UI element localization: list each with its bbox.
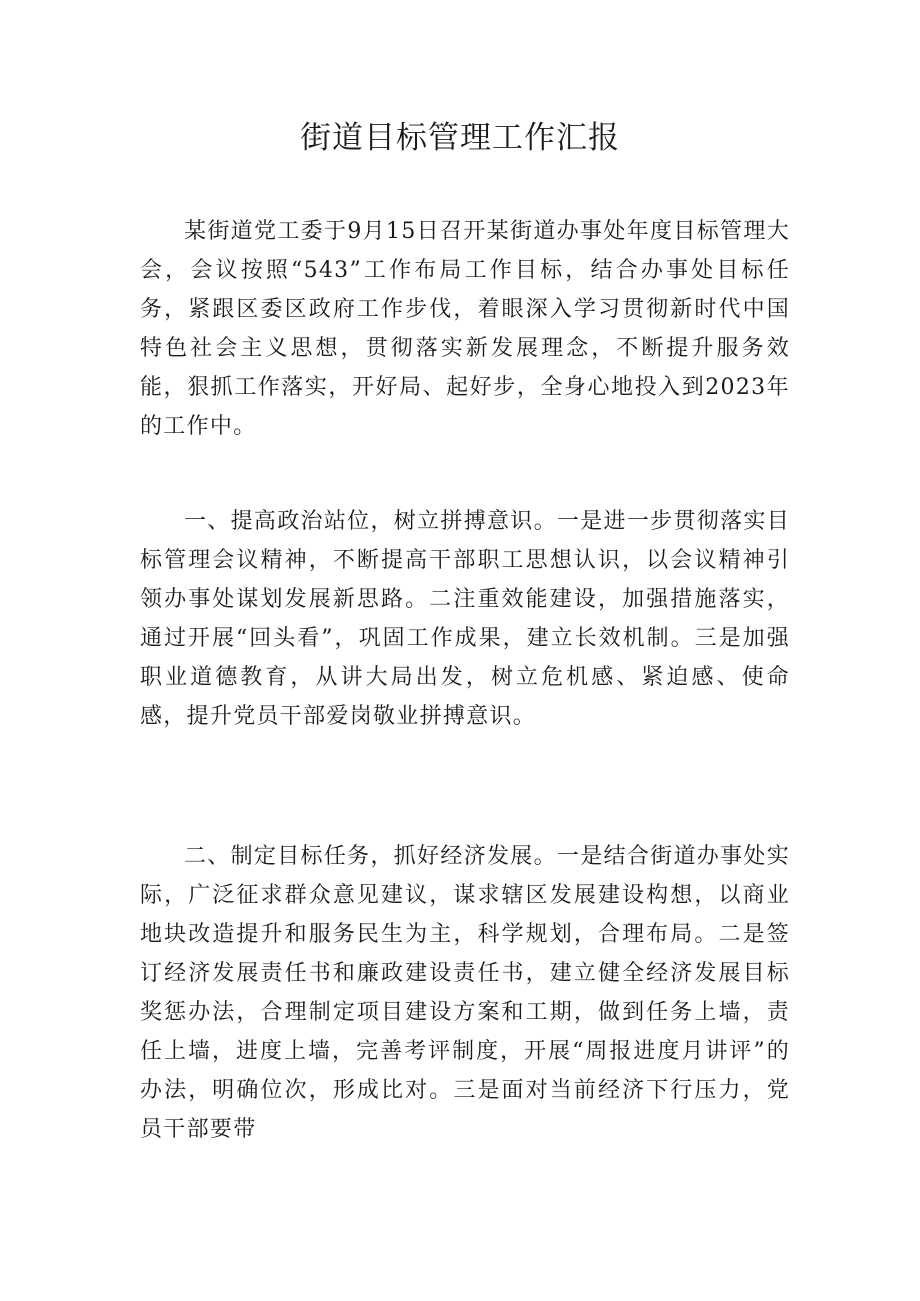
paragraph-section-2: [140, 837, 790, 1149]
document-title: 街道目标管理工作汇报: [300, 120, 620, 156]
paragraph-section-1: [140, 502, 790, 736]
paragraph-text: 一、提高政治站位，树立拼搏意识。一是进一步贯彻落实目标管理会议精神，不断提高干部职工思想认识，以会议精神引领办事处谋划发展新思路。二注重效能建设，加强措施落实，通过开展“回头看”，巩固工作成果，建立长效机制。三是加强职业道德教育，从讲大局出发，树立危机感、紧迫感、使命感，提升党员干部爱岗敬业拼搏意识。: [140, 509, 790, 729]
paragraph-text: 某街道党工委于9月15日召开某街道办事处年度目标管理大会，会议按照“543”工作布局工作目标，结合办事处目标任务，紧跟区委区政府工作步伐，着眼深入学习贯彻新时代中国特色社会主义思想，贯彻落实新发展理念，不断提升服务效能，狠抓工作落实，开好局、起好步，全身心地投入到2023年的工作中。: [140, 219, 790, 439]
paragraph-text: 二、制定目标任务，抓好经济发展。一是结合街道办事处实际，广泛征求群众意见建议，谋求辖区发展建设构想，以商业地块改造提升和服务民生为主，科学规划，合理布局。二是签订经济发展责任书和廉政建设责任书，建立健全经济发展目标奖惩办法，合理制定项目建设方案和工期，做到任务上墙，责任上墙，进度上墙，完善考评制度，开展“周报进度月讲评”的办法，明确位次，形成比对。三是面对当前经济下行压力，党员干部要带: [140, 844, 790, 1142]
paragraph-intro: [140, 212, 790, 446]
